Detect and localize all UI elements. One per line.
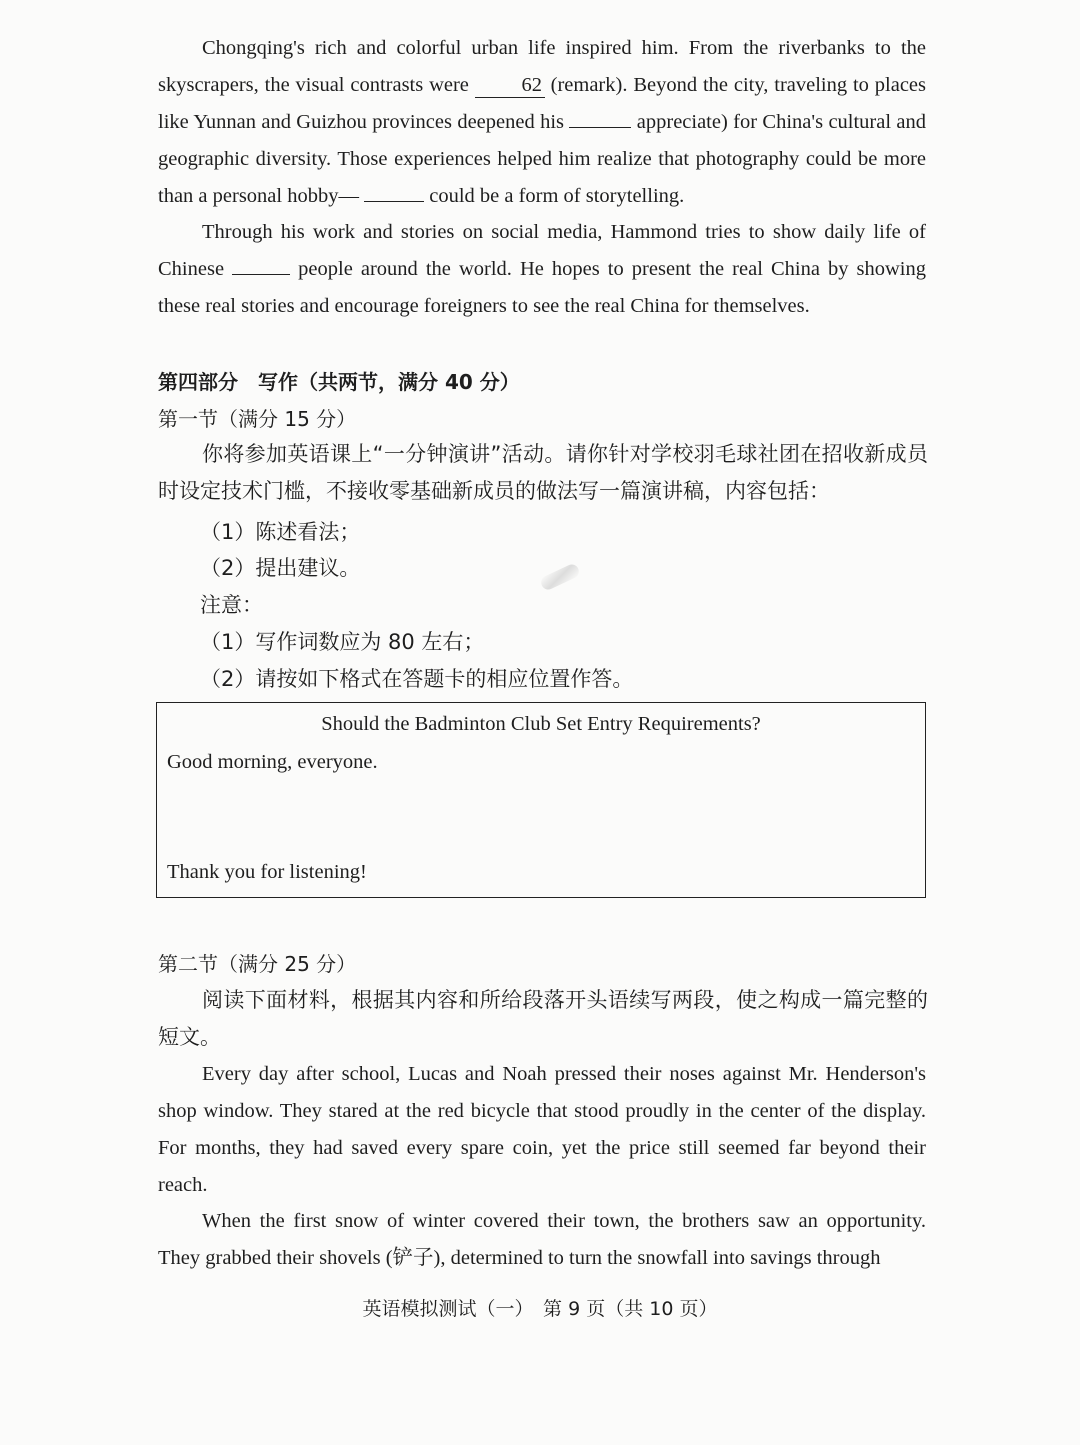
passage-text: Chongqing's rich and colorful urban life inspired him. From the riverbanks to the skyscrapers, the visual contrasts were [158,37,926,96]
passage-text: appreciate) for China's cultural and geographic diversity. Those experiences helped him realize that photography could be more than a personal hobby— [158,111,927,207]
story-paragraph-2: When the first snow of winter covered their town, the brothers saw an opportunity. They grabbed their shovels (铲子), determined to turn the snowfall into savings through [158,1210,926,1269]
passage-text: Through his work and stories on social media, Hammond tries to show daily life of Chinese [158,221,926,280]
speech-title: Should the Badminton Club Set Entry Requirements? [321,713,761,735]
section2-heading: 第二节（满分 25 分） [158,952,357,976]
passage-paragraph-2 [158,214,926,325]
speech-closing: Thank you for listening! [167,861,367,883]
section2-prompt: 阅读下面材料，根据其内容和所给段落开头语续写两段，使之构成一篇完整的短文。 [158,988,928,1049]
answer-blank [232,274,290,275]
story-paragraph-1: Every day after school, Lucas and Noah pressed their noses against Mr. Henderson's shop window. They stared at the red bicycle that stood proudly in the center of the display. For months, they had saved every spare coin, yet the price still seemed far beyond their reach. [158,1063,926,1196]
requirement-item-1: （1）陈述看法； [200,520,361,544]
scan-smudge [539,562,581,592]
speech-opening: Good morning, everyone. [167,751,378,773]
part4-heading: 第四部分 写作（共两节，满分 40 分） [158,370,520,394]
answer-blank [364,201,424,202]
note-item-2: （2）请按如下格式在答题卡的相应位置作答。 [200,667,634,691]
passage-text: people around the world. He hopes to present the real China by showing these real stories and encourage foreigners to see the real China for themselves. [158,258,927,317]
answer-blank-62: 62 [475,73,545,98]
passage-text: could be a form of storytelling. [429,185,685,207]
answer-blank [569,127,631,128]
section1-prompt: 你将参加英语课上“一分钟演讲”活动。请你针对学校羽毛球社团在招收新成员时设定技术门槛，不接收零基础新成员的做法写一篇演讲稿，内容包括： [158,442,928,503]
section1-heading: 第一节（满分 15 分） [158,407,357,431]
page-footer: 英语模拟测试（一） 第 9 页（共 10 页） [362,1298,718,1320]
speech-format-box [156,702,926,898]
passage-paragraph-1 [158,30,926,215]
requirement-item-2: （2）提出建议。 [200,556,361,580]
passage-text: (remark). Beyond the city, traveling to places like Yunnan and Guizhou provinces deepened his [158,74,926,133]
note-item-1: （1）写作词数应为 80 左右； [200,630,485,654]
note-label: 注意： [200,593,263,617]
